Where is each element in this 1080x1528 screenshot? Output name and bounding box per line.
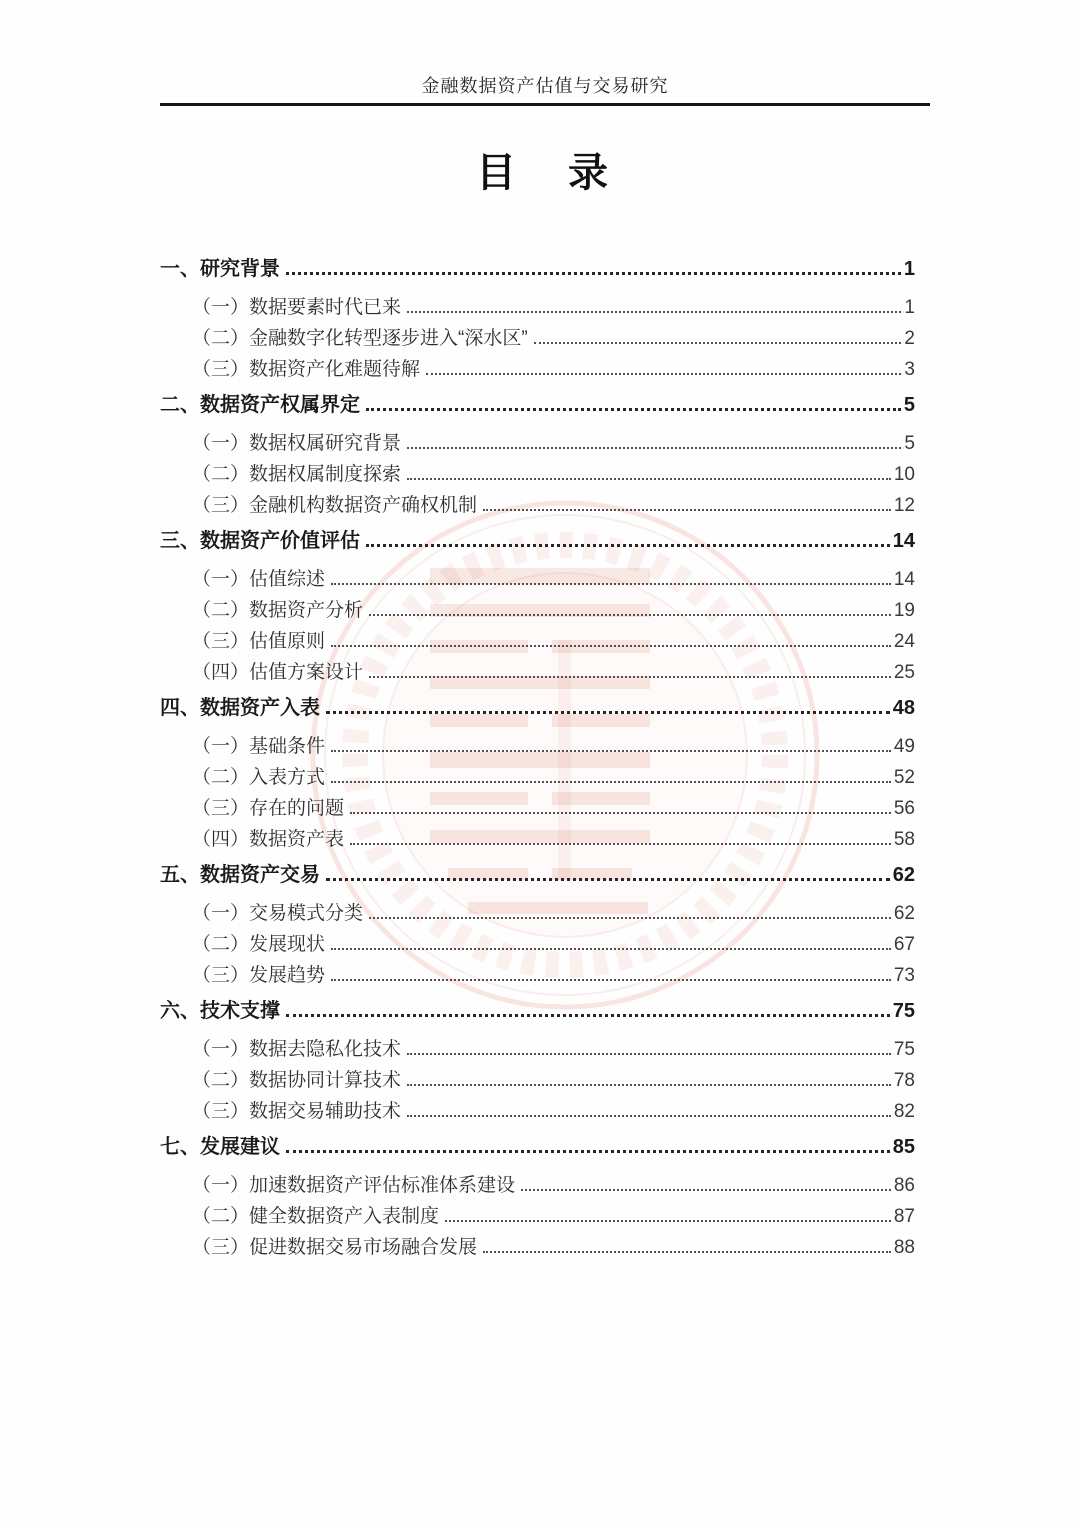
toc-dot-leader [331,948,891,950]
toc-page-number: 62 [893,903,915,924]
toc-page-number: 75 [893,1039,915,1060]
toc-page-number: 2 [904,328,915,349]
toc-page-number: 75 [892,1000,915,1022]
toc-item-row[interactable] [160,626,915,657]
toc-dot-leader [407,447,901,449]
header-rule [160,103,930,106]
toc-entry-label: （三）估值原则 [192,631,326,652]
toc-page-number: 3 [904,359,915,380]
toc-item-row[interactable] [160,564,915,595]
toc-entry-label: （二）入表方式 [192,767,326,788]
toc-dot-leader [286,1014,890,1017]
toc-section-row[interactable] [160,693,915,724]
toc-page-number: 14 [893,569,915,590]
toc-dot-leader [521,1189,891,1191]
toc-item-row[interactable] [160,960,915,991]
toc-item-row[interactable] [160,490,915,521]
toc-dot-leader [483,509,891,511]
toc-page-number: 25 [893,662,915,683]
toc-item-row[interactable] [160,1096,915,1127]
toc-section-row[interactable] [160,526,915,557]
table-of-contents [160,254,930,1263]
toc-page-number: 87 [893,1206,915,1227]
toc-entry-label: 七、发展建议 [160,1136,280,1158]
toc-page-number: 1 [903,258,915,280]
toc-entry-label: （三）数据资产化难题待解 [192,359,421,380]
toc-entry-label: （三）数据交易辅助技术 [192,1101,402,1122]
toc-entry-label: （三）存在的问题 [192,798,345,819]
toc-item-row[interactable] [160,428,915,459]
toc-dot-leader [286,1150,890,1153]
page-title: 目 录 [476,151,614,195]
toc-item-row[interactable] [160,595,915,626]
toc-dot-leader [366,544,890,547]
toc-item-row[interactable] [160,793,915,824]
toc-entry-label: （一）加速数据资产评估标准体系建设 [192,1175,516,1196]
toc-page-number: 12 [893,495,915,516]
toc-page-number: 56 [893,798,915,819]
toc-entry-label: 一、研究背景 [160,258,280,280]
toc-item-row[interactable] [160,354,915,385]
toc-page-number: 52 [893,767,915,788]
toc-entry-label: 五、数据资产交易 [160,864,320,886]
toc-item-row[interactable] [160,1232,915,1263]
toc-entry-label: （四）数据资产表 [192,829,345,850]
toc-entry-label: （二）发展现状 [192,934,326,955]
toc-dot-leader [350,843,891,845]
toc-dot-leader [366,408,901,411]
toc-page-number: 1 [904,297,915,318]
toc-item-row[interactable] [160,323,915,354]
toc-item-row[interactable] [160,1034,915,1065]
running-header-title: 金融数据资产估值与交易研究 [421,76,669,96]
toc-entry-label: 三、数据资产价值评估 [160,530,360,552]
toc-dot-leader [445,1220,891,1222]
toc-section-row[interactable] [160,860,915,891]
toc-entry-label: （二）数据资产分析 [192,600,364,621]
toc-entry-label: 二、数据资产权属界定 [160,394,360,416]
toc-dot-leader [350,812,891,814]
toc-page-number: 19 [893,600,915,621]
toc-dot-leader [369,614,891,616]
toc-dot-leader [331,781,891,783]
toc-page-number: 86 [893,1175,915,1196]
toc-page-number: 24 [893,631,915,652]
toc-dot-leader [407,1053,891,1055]
toc-item-row[interactable] [160,459,915,490]
toc-dot-leader [286,272,901,275]
toc-page-number: 14 [892,530,915,552]
toc-item-row[interactable] [160,898,915,929]
toc-entry-label: （四）估值方案设计 [192,662,364,683]
toc-entry-label: （一）数据权属研究背景 [192,433,402,454]
toc-page-number: 82 [893,1101,915,1122]
toc-entry-label: （一）数据要素时代已来 [192,297,402,318]
toc-item-row[interactable] [160,657,915,688]
toc-entry-label: （三）发展趋势 [192,965,326,986]
toc-item-row[interactable] [160,929,915,960]
toc-entry-label: （一）数据去隐私化技术 [192,1039,402,1060]
page-content [160,0,930,1263]
toc-dot-leader [407,478,891,480]
toc-dot-leader [331,583,891,585]
toc-page-number: 10 [893,464,915,485]
toc-dot-leader [426,373,901,375]
toc-page-number: 73 [893,965,915,986]
toc-entry-label: 四、数据资产入表 [160,697,320,719]
toc-dot-leader [331,645,891,647]
toc-page-number: 78 [893,1070,915,1091]
toc-entry-label: （一）交易模式分类 [192,903,364,924]
toc-item-row[interactable] [160,1170,915,1201]
toc-page-number: 62 [892,864,915,886]
toc-entry-label: （一）估值综述 [192,569,326,590]
toc-dot-leader [534,342,902,344]
toc-page-number: 85 [892,1136,915,1158]
toc-entry-label: （三）促进数据交易市场融合发展 [192,1237,478,1258]
toc-page-number: 49 [893,736,915,757]
toc-dot-leader [326,711,890,714]
toc-dot-leader [331,979,891,981]
toc-item-row[interactable] [160,1201,915,1232]
toc-item-row[interactable] [160,292,915,323]
toc-dot-leader [407,1084,891,1086]
toc-dot-leader [483,1251,891,1253]
toc-section-row[interactable] [160,390,915,421]
toc-item-row[interactable] [160,1065,915,1096]
toc-item-row[interactable] [160,762,915,793]
toc-page-number: 48 [892,697,915,719]
toc-page-number: 88 [893,1237,915,1258]
toc-dot-leader [407,311,901,313]
toc-entry-label: （二）数据协同计算技术 [192,1070,402,1091]
toc-page-number: 5 [903,394,915,416]
toc-entry-label: （三）金融机构数据资产确权机制 [192,495,478,516]
toc-entry-label: （二）数据权属制度探索 [192,464,402,485]
toc-entry-label: （二）金融数字化转型逐步进入“深水区” [192,328,528,349]
toc-dot-leader [326,878,890,881]
toc-entry-label: 六、技术支撑 [160,1000,280,1022]
toc-page-number: 5 [904,433,915,454]
toc-dot-leader [407,1115,891,1117]
toc-item-row[interactable] [160,824,915,855]
toc-dot-leader [369,676,891,678]
toc-entry-label: （二）健全数据资产入表制度 [192,1206,440,1227]
toc-section-row[interactable] [160,1132,915,1163]
toc-dot-leader [369,917,891,919]
toc-dot-leader [331,750,891,752]
toc-entry-label: （一）基础条件 [192,736,326,757]
toc-section-row[interactable] [160,254,915,285]
toc-page-number: 58 [893,829,915,850]
toc-item-row[interactable] [160,731,915,762]
toc-page-number: 67 [893,934,915,955]
toc-section-row[interactable] [160,996,915,1027]
